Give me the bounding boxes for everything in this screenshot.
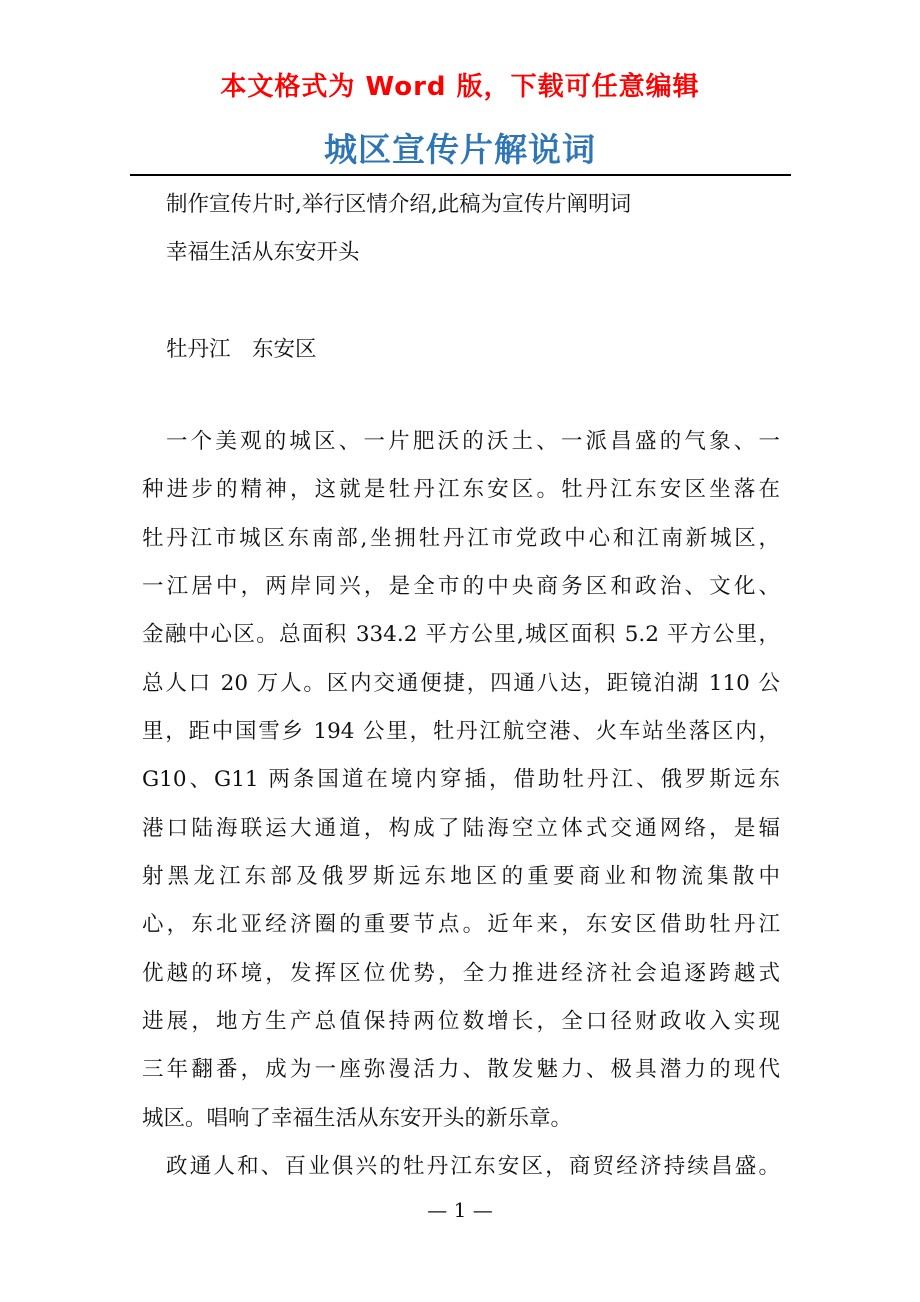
intro-line: 幸福生活从东安开头 <box>166 240 360 265</box>
body-line: 心，东北亚经济圈的重要节点。近年来，东安区借助牡丹江 <box>142 912 780 937</box>
body-line: 进展，地方生产总值保持两位数增长，全口径财政收入实现 <box>142 1009 780 1034</box>
body-line: 一江居中，两岸同兴，是全市的中央商务区和政治、文化、 <box>142 574 780 599</box>
header-rule <box>130 174 791 176</box>
format-notice: 本文格式为 Word 版，下载可任意编辑 <box>220 72 700 102</box>
page-number: — 1 — <box>427 1198 493 1222</box>
body-line: G10、G11 两条国道在境内穿插，借助牡丹江、俄罗斯远东 <box>142 767 780 792</box>
body-line: 港口陆海联运大通道，构成了陆海空立体式交通网络，是辐 <box>142 816 780 841</box>
document-title: 城区宣传片解说词 <box>324 130 596 169</box>
body-line: 政通人和、百业俱兴的牡丹江东安区，商贸经济持续昌盛。 <box>166 1154 780 1179</box>
body-line: 里，距中国雪乡 194 公里，牡丹江航空港、火车站坐落区内， <box>142 719 780 744</box>
body-line: 牡丹江市城区东南部,坐拥牡丹江市党政中心和江南新城区， <box>142 526 780 551</box>
body-line: 总人口 20 万人。区内交通便捷，四通八达，距镜泊湖 110 公 <box>142 671 780 696</box>
body-line: 一个美观的城区、一片肥沃的沃土、一派昌盛的气象、一 <box>166 429 780 454</box>
body-line: 优越的环境，发挥区位优势，全力推进经济社会追逐跨越式 <box>142 961 780 986</box>
body-line: 金融中心区。总面积 334.2 平方公里,城区面积 5.2 平方公里， <box>142 622 780 647</box>
place-line: 牡丹江 东安区 <box>166 337 317 362</box>
body-line: 射黑龙江东部及俄罗斯远东地区的重要商业和物流集散中 <box>142 864 780 889</box>
body-line: 三年翻番，成为一座弥漫活力、散发魅力、极具潜力的现代 <box>142 1057 780 1082</box>
body-line: 种进步的精神，这就是牡丹江东安区。牡丹江东安区坐落在 <box>142 477 780 502</box>
intro-line: 制作宣传片时,举行区情介绍,此稿为宣传片阐明词 <box>166 192 632 217</box>
body-line: 城区。唱响了幸福生活从东安开头的新乐章。 <box>142 1106 573 1131</box>
